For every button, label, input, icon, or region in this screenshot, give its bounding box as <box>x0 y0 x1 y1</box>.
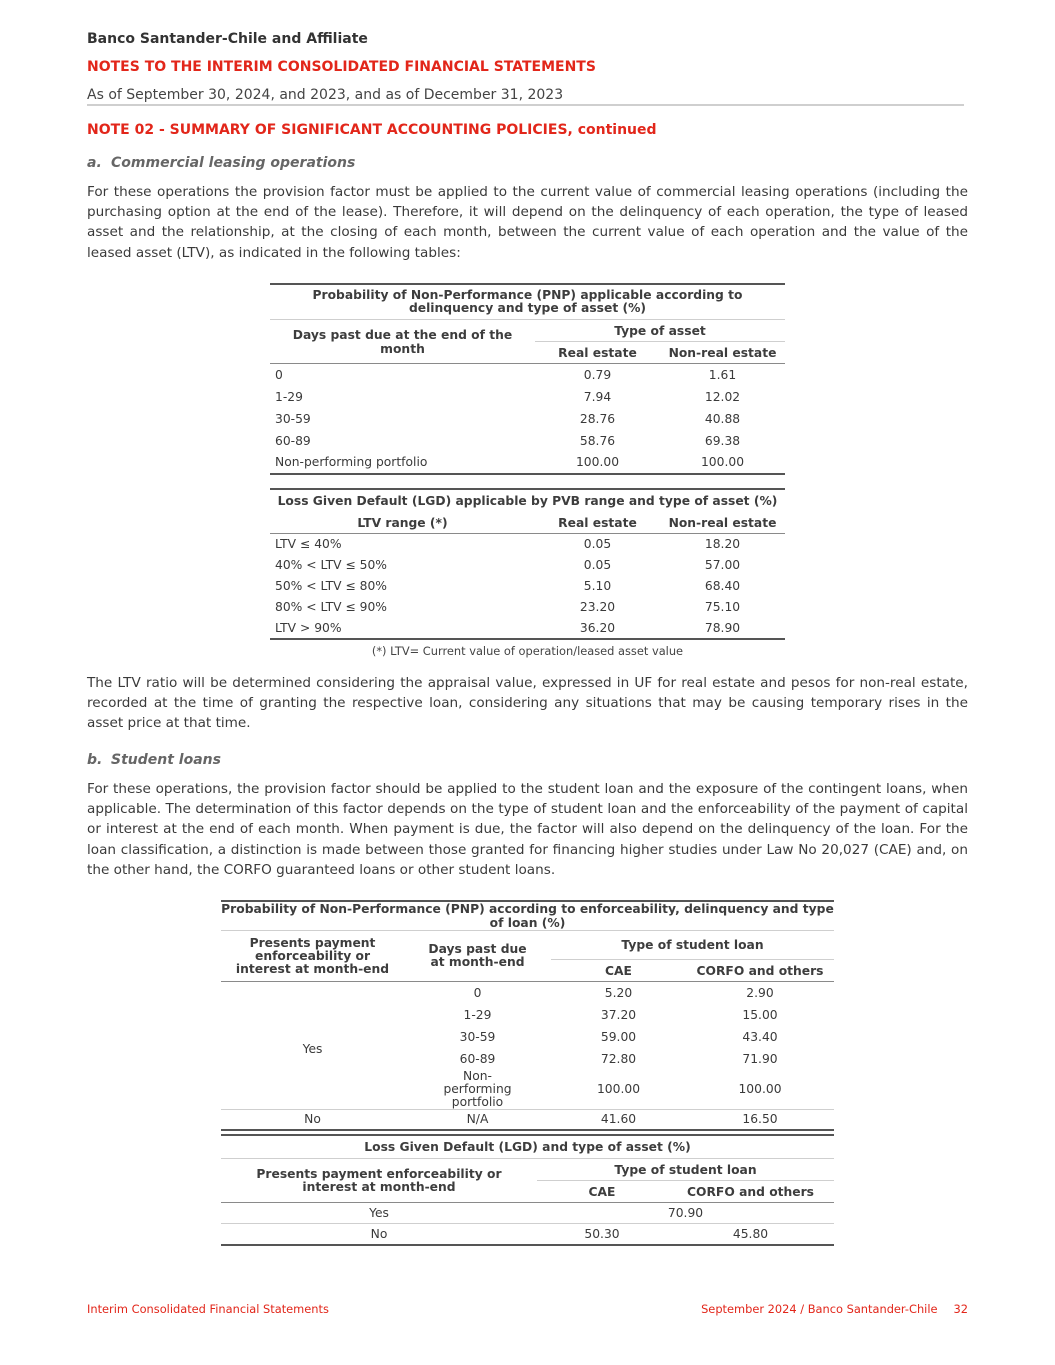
yes-label: Yes <box>369 1206 389 1220</box>
row-label: 30-59 <box>275 411 311 426</box>
student-lgd-loan-type-header: Type of student loan <box>537 1159 834 1181</box>
table-row <box>270 555 785 576</box>
section-b-title: Student loans <box>111 752 221 768</box>
student-lgd-enforceability-header: Presents payment enforceability or interest at month-end <box>256 1166 502 1194</box>
ltv-footnote: (*) LTV= Current value of operation/leased asset value <box>371 644 684 658</box>
real-estate-value: 0.05 <box>583 537 612 552</box>
section-b-paragraph-1: For these operations, the provision factor should be applied to the student loan and the exposure of the contingent loans, when applicable. The determination of this factor depends on the type of student loan and the enforceability of the payment of capital or interest at the end of each month. When payment is due, the factor will also depend on the delinquency of the loan. For the loan classification, a distinction is made between those granted for financing higher studies under Law No 20,027 (CAE) and, on the other hand, the CORFO guaranteed loans or other student loans. <box>87 781 968 878</box>
leasing-pnp-asset-type-header: Type of asset <box>535 320 785 342</box>
leasing-pnp-non-real-estate-header: Non-real estate <box>668 345 777 360</box>
student-lgd-cae-header: CAE <box>588 1184 616 1199</box>
table-row <box>221 982 834 1004</box>
table-row <box>270 597 785 618</box>
leasing-pnp-real-estate-header: Real estate <box>558 345 637 360</box>
leasing-pnp-caption: Probability of Non-Performance (PNP) applicable according to delinquency and type of asset (%) <box>312 288 743 315</box>
table-row <box>270 452 785 474</box>
student-pnp-cae-header: CAE <box>605 963 632 978</box>
days-value: 60-89 <box>459 1051 496 1066</box>
non-real-estate-value: 100.00 <box>700 455 745 469</box>
cae-value: 59.00 <box>600 1029 637 1044</box>
real-estate-value: 36.20 <box>579 620 616 635</box>
corfo-value: 43.40 <box>742 1029 778 1044</box>
student-lgd-caption: Loss Given Default (LGD) and type of asset (%) <box>364 1140 691 1154</box>
non-real-estate-value: 75.10 <box>704 600 741 614</box>
table-row <box>270 364 785 386</box>
student-pnp-loan-type-header: Type of student loan <box>551 931 834 960</box>
non-real-estate-value: 1.61 <box>708 367 737 382</box>
student-pnp-caption: Probability of Non-Performance (PNP) according to enforceability, delinquency and type of loan (%) <box>221 902 834 930</box>
days-value: 30-59 <box>459 1029 496 1044</box>
table-row <box>270 618 785 639</box>
section-a-paragraph-2: The LTV ratio will be determined considering the appraisal value, expressed in UF for real estate and pesos for non-real estate, recorded at the time of granting the respective loan, considering any situations that may be causing temporary rises in the asset price at that time. <box>87 675 968 732</box>
student-pnp-days-header: Days past due at month-end <box>428 942 527 969</box>
cae-value: 37.20 <box>600 1007 637 1022</box>
real-estate-value: 7.94 <box>583 389 612 404</box>
row-label: LTV > 90% <box>275 620 342 635</box>
real-estate-value: 28.76 <box>579 411 616 426</box>
corfo-value: 15.00 <box>742 1007 778 1022</box>
real-estate-value: 0.79 <box>583 367 612 382</box>
non-real-estate-value: 12.02 <box>704 389 741 404</box>
student-pnp-table <box>221 900 834 1131</box>
section-a-title: Commercial leasing operations <box>111 155 356 171</box>
corfo-value: 100.00 <box>738 1082 782 1096</box>
section-a-letter: a. <box>87 155 102 171</box>
leasing-lgd-ltv-header: LTV range (*) <box>357 515 448 530</box>
non-real-estate-value: 68.40 <box>704 579 741 593</box>
real-estate-value: 0.05 <box>583 558 612 572</box>
non-real-estate-value: 69.38 <box>704 433 741 448</box>
corfo-value: 2.90 <box>746 985 774 1000</box>
student-pnp-corfo-header: CORFO and others <box>696 963 824 978</box>
real-estate-value: 58.76 <box>579 433 616 448</box>
page-number: 32 <box>953 1302 968 1316</box>
section-a-heading <box>87 155 355 171</box>
cae-value: 100.00 <box>596 1082 641 1096</box>
table-row <box>270 386 785 408</box>
cae-value: 41.60 <box>600 1112 637 1127</box>
real-estate-value: 23.20 <box>579 600 616 614</box>
leasing-lgd-real-estate-header: Real estate <box>558 515 637 530</box>
leasing-pnp-table <box>270 283 785 475</box>
cae-value: 72.80 <box>600 1051 637 1066</box>
leasing-lgd-non-real-estate-header: Non-real estate <box>668 515 777 530</box>
leasing-lgd-caption: Loss Given Default (LGD) applicable by PVB range and type of asset (%) <box>277 494 778 508</box>
leasing-pnp-days-header: Days past due at the end of the month <box>270 320 535 364</box>
row-label: 50% < LTV ≤ 80% <box>275 579 387 593</box>
note-title: NOTE 02 - SUMMARY OF SIGNIFICANT ACCOUNTING POLICIES, continued <box>87 122 657 138</box>
yes-lgd-value: 70.90 <box>667 1206 704 1220</box>
company-name: Banco Santander-Chile and Affiliate <box>87 31 368 47</box>
corfo-value: 16.50 <box>742 1112 778 1127</box>
corfo-value: 71.90 <box>742 1051 778 1066</box>
row-label: 0 <box>275 367 283 382</box>
footer-period-bank: September 2024 / Banco Santander-Chile <box>701 1302 938 1316</box>
leasing-lgd-table <box>270 488 785 640</box>
notes-title: NOTES TO THE INTERIM CONSOLIDATED FINANCIAL STATEMENTS <box>87 59 596 75</box>
row-label: 40% < LTV ≤ 50% <box>275 558 387 572</box>
non-real-estate-value: 18.20 <box>704 537 741 552</box>
days-value: 1-29 <box>463 1007 492 1022</box>
reporting-period: As of September 30, 2024, and 2023, and as of December 31, 2023 <box>87 87 564 103</box>
corfo-value: 45.80 <box>732 1226 769 1241</box>
no-label: No <box>370 1226 388 1241</box>
section-b-heading <box>87 752 221 768</box>
yes-label: Yes <box>221 982 404 1110</box>
student-pnp-enforceability-header: Presents payment enforceability or interest at month-end <box>235 935 390 976</box>
table-row <box>221 1203 834 1224</box>
table-row <box>270 534 785 555</box>
section-a-paragraph-1: For these operations the provision factor must be applied to the current value of commercial leasing operations (including the purchasing option at the end of the lease). Therefore, it will depend on the delinquency of each operation, the type of leased asset and the relationship, at the closing of each month, between the current value of each operation and the value of the leased asset (LTV), as indicated in the following tables: <box>87 184 968 261</box>
cae-value: 50.30 <box>584 1226 620 1241</box>
non-real-estate-value: 40.88 <box>704 411 741 426</box>
table-row <box>221 1224 834 1245</box>
student-lgd-corfo-header: CORFO and others <box>686 1184 815 1199</box>
days-value: 0 <box>473 985 482 1000</box>
table-row <box>270 408 785 430</box>
section-b-letter: b. <box>87 752 103 768</box>
table-row <box>270 576 785 597</box>
days-value: N/A <box>466 1112 489 1127</box>
header-divider <box>87 104 964 106</box>
footer-right <box>701 1302 968 1316</box>
student-lgd-table <box>221 1134 834 1246</box>
real-estate-value: 100.00 <box>575 455 620 469</box>
row-label: 60-89 <box>275 433 311 448</box>
table-row <box>221 1109 834 1130</box>
row-label: 1-29 <box>275 389 303 404</box>
row-label: Non-performing portfolio <box>275 455 428 469</box>
row-label: LTV ≤ 40% <box>275 537 342 552</box>
days-value: Non-performing portfolio <box>443 1068 512 1109</box>
footer-document-title: Interim Consolidated Financial Statements <box>87 1302 329 1316</box>
cae-value: 5.20 <box>604 985 633 1000</box>
real-estate-value: 5.10 <box>583 579 612 593</box>
non-real-estate-value: 57.00 <box>704 558 741 572</box>
table-row <box>270 430 785 452</box>
non-real-estate-value: 78.90 <box>704 620 741 635</box>
no-label: No <box>304 1112 321 1127</box>
row-label: 80% < LTV ≤ 90% <box>275 600 387 614</box>
